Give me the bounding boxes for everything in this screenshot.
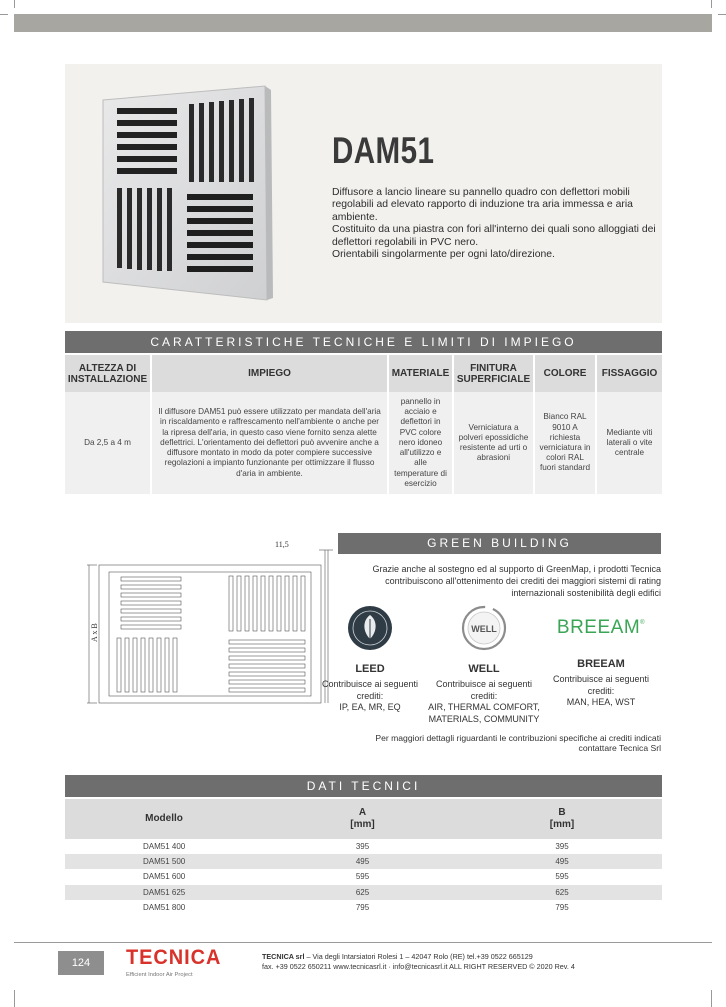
breeam-logo-text: BREEAM: [556, 617, 641, 638]
description-paragraph: Diffusore a lancio lineare su pannello quadro con deflettori mobili regolabili ad elevato rapporto di induzione tra aria immessa e aria ambiente.: [332, 187, 633, 223]
cell-a: 395: [263, 839, 462, 854]
header-a-unit: [mm]: [350, 819, 375, 830]
dim-size-label: A x B: [90, 623, 99, 642]
table-row: [65, 900, 662, 915]
company-name: TECNICA srl: [262, 952, 305, 961]
product-description: [332, 187, 662, 261]
crop-mark: [14, 0, 15, 8]
cell-fissaggio: Mediante viti laterali o vite centrale: [596, 392, 662, 494]
cert-desc: [541, 674, 661, 709]
green-building-note: Per maggiori dettagli riguardanti le contribuzioni specifiche ai crediti indicati contattare Tecnica Srl: [375, 733, 661, 753]
well-logo-icon: [460, 604, 508, 652]
cell-modello: DAM51 625: [65, 885, 263, 900]
data-table: [65, 799, 662, 915]
cert-desc: [314, 679, 426, 714]
cell-colore: Bianco RAL 9010 A richiesta verniciatura in colori RAL fuori standard: [534, 392, 596, 494]
breeam-logo-icon: [541, 604, 661, 652]
well-logo-text: WELL: [471, 624, 497, 634]
cell-impiego: Il diffusore DAM51 può essere utilizzato per mandata dell'aria in riscaldamento e raffrescamento nell'ambiente o anche per la ripresa dell'aria, in questo caso viene fornito senza alette deflettrici. L'orientamento dei deflettori può avvenire anche a diffusore montato in modo da poter compiere successive regolazioni a impianto funzionante per ottimizzare il flusso d'aria in ambiente.: [151, 392, 388, 494]
table-row: [65, 869, 662, 884]
data-header-row: [65, 799, 662, 839]
table-row: [65, 854, 662, 869]
header-fissaggio: FISSAGGIO: [596, 355, 662, 392]
cell-b: 595: [462, 869, 662, 884]
cell-finitura: Verniciatura a polveri epossidiche resistente ad urti o abrasioni: [453, 392, 534, 494]
cell-a: 625: [263, 885, 462, 900]
cell-modello: DAM51 800: [65, 900, 263, 915]
top-bar: [14, 14, 712, 32]
product-title: DAM51: [332, 130, 435, 171]
cert-well: [428, 604, 540, 725]
cert-name: WELL: [468, 663, 500, 675]
dim-depth-label: 11,5: [275, 540, 289, 549]
cert-desc-line: Contribuisce ai seguenti crediti:: [552, 674, 650, 696]
cert-desc: [428, 679, 540, 725]
cert-desc-line: AIR, THERMAL COMFORT,: [428, 702, 540, 712]
cert-desc-line: MAN, HEA, WST: [566, 697, 636, 707]
description-paragraph: Orientabili singolarmente per ogni lato/direzione.: [332, 249, 555, 261]
cert-breeam: [541, 604, 661, 709]
header-impiego: IMPIEGO: [151, 355, 388, 392]
crop-mark: [0, 14, 8, 15]
crop-mark: [711, 990, 712, 1007]
cert-leed: [314, 604, 426, 714]
cell-b: 395: [462, 839, 662, 854]
table-row: [65, 885, 662, 900]
crop-mark: [711, 0, 712, 8]
product-hero: [65, 64, 662, 323]
header-altezza: ALTEZZA DI INSTALLAZIONE: [65, 355, 151, 392]
cell-a: 795: [263, 900, 462, 915]
crop-mark: [14, 990, 15, 1007]
cell-a: 595: [263, 869, 462, 884]
header-b: [462, 799, 662, 839]
cert-desc-line: Contribuisce ai seguenti crediti:: [435, 679, 533, 701]
header-a: [263, 799, 462, 839]
cell-b: 495: [462, 854, 662, 869]
description-paragraph: Costituito da una piastra con fori all'interno dei quali sono alloggiati dei deflettori regolabili in PVC nero.: [332, 224, 656, 248]
cell-altezza: Da 2,5 a 4 m: [65, 392, 151, 494]
cell-b: 625: [462, 885, 662, 900]
header-b-unit: [mm]: [549, 819, 575, 830]
company-info: [262, 952, 575, 972]
header-modello: Modello: [65, 799, 263, 839]
diffuser-photo: [95, 82, 305, 307]
brand-logo: [126, 946, 226, 978]
page-number: 124: [58, 951, 104, 975]
header-b-label: B: [558, 807, 566, 818]
company-line: fax. +39 0522 650211 www.tecnicasrl.it · info@tecnicasrl.it ALL RIGHT RESERVED © 2020 Rev. 4: [262, 962, 575, 971]
header-a-label: A: [358, 807, 367, 818]
breeam-registered-mark: ®: [640, 620, 646, 626]
tech-section-heading: CARATTERISTICHE TECNICHE E LIMITI DI IMPIEGO: [65, 331, 662, 353]
cert-name: BREEAM: [577, 658, 625, 670]
header-materiale: MATERIALE: [388, 355, 453, 392]
crop-mark: [718, 14, 726, 15]
cell-b: 795: [462, 900, 662, 915]
brand-tagline: Efficient Indoor Air Project: [126, 972, 193, 978]
brand-name: TECNICA: [126, 946, 222, 969]
data-section-heading: DATI TECNICI: [65, 775, 662, 797]
cell-materiale: pannello in acciaio e deflettori in PVC colore nero idoneo all'utilizzo e alle temperature di esercizio: [388, 392, 453, 494]
cert-desc-line: IP, EA, MR, EQ: [339, 702, 401, 712]
cert-name: LEED: [355, 663, 385, 675]
company-line: [262, 952, 575, 962]
cell-a: 495: [263, 854, 462, 869]
cell-modello: DAM51 500: [65, 854, 263, 869]
green-building-intro: Grazie anche al sostegno ed al supporto di GreenMap, i prodotti Tecnica contribuiscono all'ottenimento dei crediti dei maggiori sistemi di rating internazionali sostenibilità degli edifici: [372, 564, 661, 598]
cert-desc-line: Contribuisce ai seguenti crediti:: [321, 679, 419, 701]
header-colore: COLORE: [534, 355, 596, 392]
cell-modello: DAM51 400: [65, 839, 263, 854]
tech-data-row: [65, 392, 662, 494]
technical-drawing: [87, 538, 337, 708]
footer-divider: [14, 942, 712, 943]
company-address: – Via degli Intarsiatori Rolesi 1 – 42047 Rolo (RE) tel.+39 0522 665129: [304, 952, 533, 961]
cell-modello: DAM51 600: [65, 869, 263, 884]
tech-table: [65, 355, 662, 494]
green-building-heading: GREEN BUILDING: [338, 533, 661, 554]
cert-desc-line: MATERIALS, COMMUNITY: [428, 713, 540, 724]
header-finitura: FINITURA SUPERFICIALE: [453, 355, 534, 392]
leed-logo-icon: [346, 604, 394, 652]
tech-header-row: [65, 355, 662, 392]
table-row: [65, 839, 662, 854]
